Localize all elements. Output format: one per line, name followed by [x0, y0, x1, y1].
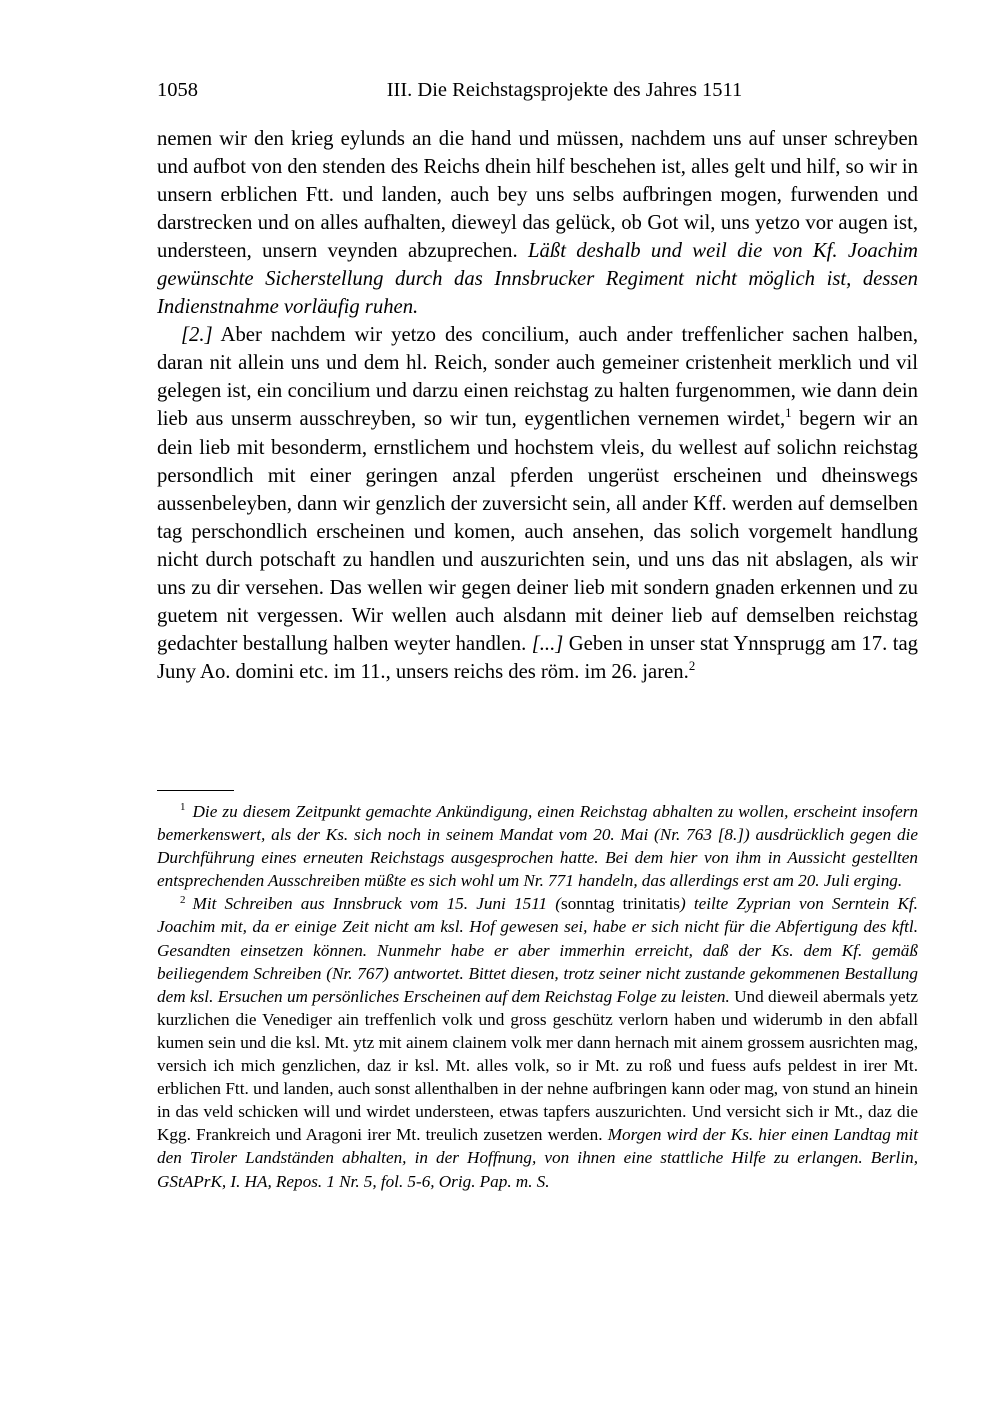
footnote-section — [157, 790, 918, 1193]
footnote-ref-2[interactable]: 2 — [688, 659, 696, 673]
footnote-2-segment-1: Mit Schreiben aus Innsbruck vom 15. Juni 1511 ( — [192, 894, 562, 914]
body-text — [157, 125, 918, 686]
paragraph-2-text-b: begern wir an dein lieb mit besonderm, ernstlichem und hochstem vleis, du wellest auf solichn reichstag persondlich mit einer geringen anzal pferden ungerüst erscheinen und dheinswegs aussenbeleyben, dann wir genzlich der zuversicht sein, all ander Kff. werden auf demselben tag perschondlich erscheinen und komen, auch ansehen, das solich vorgemelt handlung nicht durch potschaft zu handlen und auszurichten sein, und uns das nit abslagen, als wir uns zu dir versehen. Das wellen wir gegen deiner lieb mit sondern gnaden erkennen und zu guetem nit vergessen. Wir wellen auch alsdann mit deiner lieb auf demselben reichstag gedachter bestallung halben weyter handlen. — [157, 408, 918, 655]
footnote-1 — [157, 800, 918, 892]
paragraph-2 — [157, 321, 918, 686]
ellipsis-marker: [...] — [531, 632, 564, 655]
footnote-2-segment-3: ) teilte Zyprian von Serntein Kf. Joachim mit, da er einige Zeit nicht am ksl. Hof gewesen sei, habe er sich nicht für die Abfertigung des kftl. Gesandten einsetzen können. Nunmehr habe er aber immerhin erreicht, daß der Ks. dem Kf. gemäß beiliegendem Schreiben (Nr. 767) antwortet. Bittet diesen, trotz seiner nicht zustande gekommenen Bestallung dem ksl. Ersuchen um persönliches Erscheinen auf dem Reichstag Folge zu leisten. — [157, 894, 918, 1006]
footnote-separator-rule — [157, 790, 234, 791]
footnote-2-segment-5: Morgen wird der Ks. hier einen Landtag mit den Tiroler Landständen abhalten, in der Hoffnung, von ihnen eine stattliche Hilfe zu erlangen. Berlin, GStAPrK, I. HA, Repos. 1 Nr. 5, fol. 5-6, Orig. Pap. m. S. — [157, 1125, 919, 1191]
paragraph-1-roman: nemen wir den krieg eylunds an die hand und müssen, nachdem uns auf unser schreyben und aufbot von den stenden des Reichs dhein hilf beschehen ist, alles gelt und hilf, so wir in unsern erblichen Ftt. und landen, auch bey uns selbs aufbringen mogen, furwenden und darstrecken und on alles aufhalten, dieweyl das gelück, ob Got wil, uns yetzo vor augen ist, understeen, unsern veynden abzuprechen. — [157, 128, 918, 263]
paragraph-1-italic: Läßt deshalb und weil die von Kf. Joachim gewünschte Sicherstellung durch das Innsbrucker Regiment nicht möglich ist, dessen Indienstnahme vorläufig ruhen. — [157, 240, 918, 319]
running-head — [157, 76, 918, 104]
section-marker: [2.] — [181, 324, 213, 347]
footnote-ref-1[interactable]: 1 — [785, 406, 792, 421]
paragraph-2-text-c: Geben in unser stat Ynnsprugg am 17. tag Juny Ao. domini etc. im 11., unsers reichs des röm. im 26. jaren. — [157, 632, 918, 683]
page-number: 1058 — [157, 79, 198, 101]
footnote-2-segment-4: Und dieweil abermals yetz kurzlichen die Venediger ain treffenlich volk und gross geschütz verlorn haben und widerumb in den abfall kumen sein und die ksl. Mt. ytz mit ainem clainem volk mer dann hernach mit ainem grossem ausrichten mag, versich ich mich genzlichen, daz ir ksl. Mt. alles volk, so ir Mt. zu roß und fuess aufs peldest in irer Mt. erblichen Ftt. und landen, auch sonst allenthalben in der nehne aufbringen kann oder mag, von stund an hinein in das veld schicken will und wirdet understeen, etwas tapfers auszurichten. Und versicht sich ir Mt., daz die Kgg. Frankreich und Aragoni irer Mt. treulich zusetzen werden. — [157, 986, 918, 1145]
running-head-title: III. Die Reichstagsprojekte des Jahres 1511 — [386, 79, 743, 101]
footnote-1-number: 1 — [180, 801, 186, 814]
paragraph-2-text-a: Aber nachdem wir yetzo des concilium, auch ander treffenlicher sachen halben, daran nit allein uns und dem hl. Reich, sonder auch gemeiner cristenheit merklich und vil gelegen ist, ein concilium und darzu einen reichstag zu halten furgenommen, wie dann dein lieb aus unserm ausschreyben, so wir tun, eygentlichen vernemen wirdet, — [157, 324, 918, 431]
footnote-2 — [157, 892, 918, 1192]
footnote-2-number: 2 — [180, 893, 186, 906]
footnote-1-text: Die zu diesem Zeitpunkt gemachte Ankündigung, einen Reichstag abhalten zu wollen, erscheint insofern bemerkenswert, als der Ks. sich noch in seinem Mandat vom 20. Mai (Nr. 763 [8.]) ausdrücklich gegen die Durchführung eines erneuten Reichstags ausgesprochen hatte. Bei dem hier von ihm in Aussicht gestellten entsprechenden Ausschreiben müßte es sich wohl um Nr. 771 handeln, das allerdings erst am 20. Juli erging. — [157, 802, 918, 891]
document-page — [157, 0, 918, 1418]
footnote-2-segment-2: sonntag trinitatis — [561, 894, 680, 914]
paragraph-1 — [157, 125, 918, 321]
